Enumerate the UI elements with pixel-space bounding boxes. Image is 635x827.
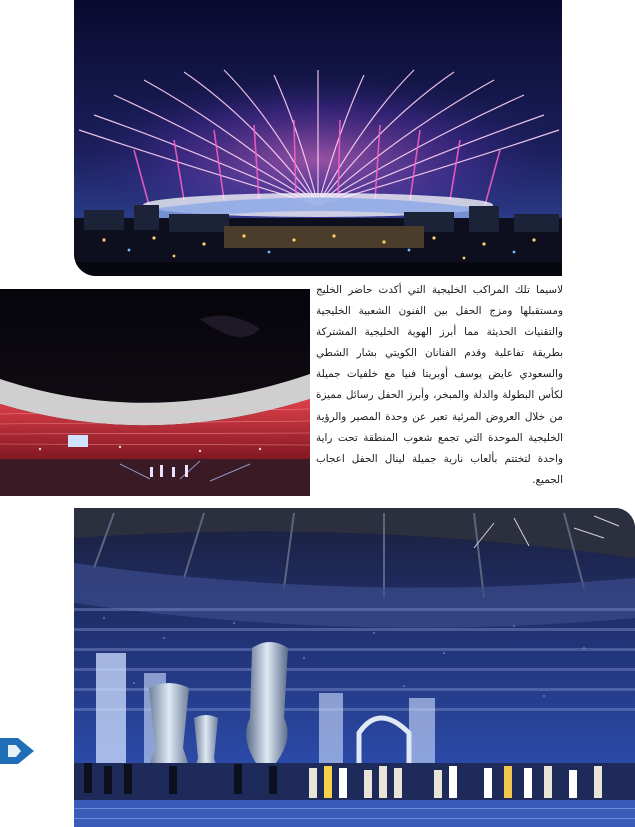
closing-ceremony-photo [74, 508, 635, 827]
stadium-interior-photo [0, 289, 310, 496]
page-marker-hexagon-icon [0, 734, 36, 768]
article-paragraph: لاسيما تلك المراكب الخليجية التي أكدت حاضر الخليج ومستقبلها ومزج الحفل بين الفنون الشعبية الخليجية والتقنيات الحديثة مما أبرز الهوية الخليجية المشتركة بطريقة تفاعلية وقدم الفنانان الكويتي بشار الشطي والسعودي عايض يوسف أوبريتا فنيا مع خلفيات جميلة لكأس البطولة والدلة والمبخر، وأبرز الحفل رسائل مميزة من خلال العروض المرئية تعبر عن وحدة المصير والرؤية الخليجية الموحدة التي تجمع شعوب المنطقة تحت راية واحدة لتختتم بألعاب نارية جميلة لينال الحفل اعجاب الجميع. [316, 284, 563, 486]
fireworks-stadium-photo [74, 0, 562, 276]
